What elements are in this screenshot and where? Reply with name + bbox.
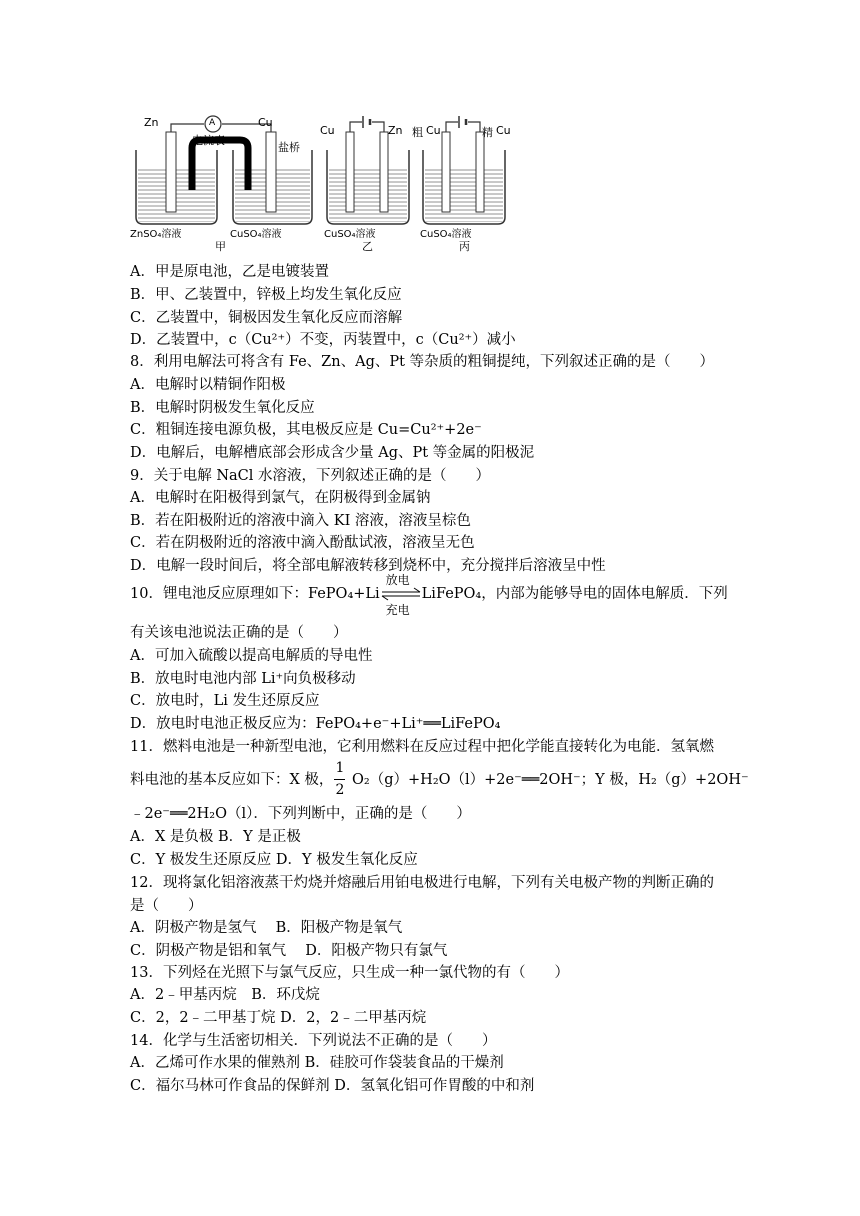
q7-option-c: C．乙装置中，铜极因发生氧化反应而溶解: [130, 310, 403, 326]
q11-line2-pre: 料电池的基本反应如下：X 极，: [130, 772, 334, 788]
label-bing-crude: 粗: [412, 126, 423, 139]
q10-option-c: C．放电时，Li 发生还原反应: [130, 693, 320, 709]
q12-options-ab: A．阴极产物是氢气 B．阳极产物是氧气: [130, 920, 403, 936]
q11-stem-line2: [130, 760, 749, 798]
label-ammeter: 电流表: [192, 134, 225, 147]
zn-electrode: [166, 132, 176, 212]
q11-options-cd: C．Y 极发生还原反应 D．Y 极发生氧化反应: [130, 852, 418, 868]
q14-options-cd: C．福尔马林可作食品的保鲜剂 D．氢氧化铝可作胃酸的中和剂: [130, 1078, 535, 1094]
q9-option-d: D．电解一段时间后，将全部电解液转移到烧杯中，充分搅拌后溶液呈中性: [130, 558, 606, 574]
electrochemistry-figure: [130, 112, 550, 257]
label-zn: Zn: [144, 116, 159, 129]
label-cuso4-jia: CuSO₄溶液: [230, 229, 282, 240]
q7-option-d: D．乙装置中，c（Cu²⁺）不变，丙装置中，c（Cu²⁺）减小: [130, 332, 516, 348]
label-yi-zn: Zn: [388, 124, 403, 137]
label-yi-cu: Cu: [320, 124, 335, 137]
q12-options-cd: C．阴极产物是铝和氧气 D．阳极产物只有氯气: [130, 943, 448, 959]
q8-stem: 8．利用电解法可将含有 Fe、Zn、Ag、Pt 等杂质的粗铜提纯，下列叙述正确的是（ ）: [130, 354, 715, 370]
q9-option-b: B．若在阳极附近的溶液中滴入 KI 溶液，溶液呈棕色: [130, 513, 471, 529]
label-cuso4-yi: CuSO₄溶液: [324, 229, 376, 240]
q7-option-a: A．甲是原电池，乙是电镀装置: [130, 264, 329, 280]
q13-options-ab: A．2﹣甲基丙烷 B．环戊烷: [130, 987, 320, 1003]
q10-option-a: A．可加入硫酸以提高电解质的导电性: [130, 648, 373, 664]
reversible-arrow: [380, 573, 422, 617]
caption-bing: 丙: [459, 240, 470, 253]
q7-option-b: B．甲、乙装置中，锌极上均发生氧化反应: [130, 287, 402, 303]
q14-options-ab: A．乙烯可作水果的催熟剂 B．硅胶可作袋装食品的干燥剂: [130, 1055, 504, 1071]
label-bing-cu-left: Cu: [426, 124, 441, 137]
q9-stem: 9．关于电解 NaCl 水溶液，下列叙述正确的是（ ）: [130, 468, 491, 484]
label-cuso4-bing: CuSO₄溶液: [420, 229, 472, 240]
label-bing-pure: 精: [482, 126, 493, 139]
q10-option-b: B．放电时电池内部 Li⁺向负极移动: [130, 671, 356, 687]
q9-option-c: C．若在阴极附近的溶液中滴入酚酞试液，溶液呈无色: [130, 535, 475, 551]
q10-option-d: D．放电时电池正极反应为：FePO₄+e⁻+Li⁺══LiFePO₄: [130, 716, 501, 732]
label-znso4: ZnSO₄溶液: [130, 229, 182, 240]
q10-stem-line2: 有关该电池说法正确的是（ ）: [130, 625, 348, 641]
q8-option-c: C．粗铜连接电源负极，其电极反应是 Cu=Cu²⁺+2e⁻: [130, 422, 482, 438]
label-salt-bridge: 盐桥: [278, 141, 300, 154]
q9-option-a: A．电解时在阳极得到氯气，在阴极得到金属钠: [130, 490, 431, 506]
q13-options-cd: C．2，2﹣二甲基丁烷 D．2，2﹣二甲基丙烷: [130, 1010, 427, 1026]
label-cu: Cu: [258, 116, 273, 129]
q10-stem-line1: [130, 573, 728, 617]
label-ammeter-symbol: A: [209, 118, 216, 128]
q14-stem: 14．化学与生活密切相关．下列说法不正确的是（ ）: [130, 1033, 497, 1049]
q13-stem: 13．下列烃在光照下与氯气反应，只生成一种一氯代物的有（ ）: [130, 965, 569, 981]
q12-stem-line2: 是（ ）: [130, 898, 203, 914]
caption-yi: 乙: [362, 240, 373, 253]
arrow-label-charge: 充电: [385, 603, 410, 617]
fraction-denominator: 2: [335, 782, 345, 798]
fraction-numerator: 1: [335, 760, 345, 776]
fraction-one-half: [333, 760, 347, 798]
q11-stem-line1: 11．燃料电池是一种新型电池，它利用燃料在反应过程中把化学能直接转化为电能．氢氧燃: [130, 739, 714, 755]
cu-electrode: [266, 132, 276, 212]
q8-option-b: B．电解时阴极发生氧化反应: [130, 400, 315, 416]
q8-option-d: D．电解后，电解槽底部会形成含少量 Ag、Pt 等金属的阳极泥: [130, 445, 535, 461]
q8-option-a: A．电解时以精铜作阳极: [130, 377, 286, 393]
arrow-label-discharge: 放电: [385, 573, 410, 587]
q10-prefix: 10．锂电池反应原理如下：FePO₄+Li: [130, 586, 380, 602]
caption-jia: 甲: [215, 240, 226, 253]
label-bing-cu-right: Cu: [496, 124, 511, 137]
q11-options-ab: A．X 是负极 B．Y 是正极: [130, 829, 301, 845]
q12-stem-line1: 12．现将氯化铝溶液蒸干灼烧并熔融后用铂电极进行电解，下列有关电极产物的判断正确的: [130, 875, 714, 891]
q11-line2-post: O₂（g）+H₂O（l）+2e⁻══2OH⁻；Y 极，H₂（g）+2OH⁻: [352, 772, 749, 788]
q10-suffix: LiFePO₄，内部为能够导电的固体电解质．下列: [421, 586, 728, 602]
q11-stem-line3: ﹣2e⁻══2H₂O（l）．下列判断中，正确的是（ ）: [130, 806, 471, 822]
